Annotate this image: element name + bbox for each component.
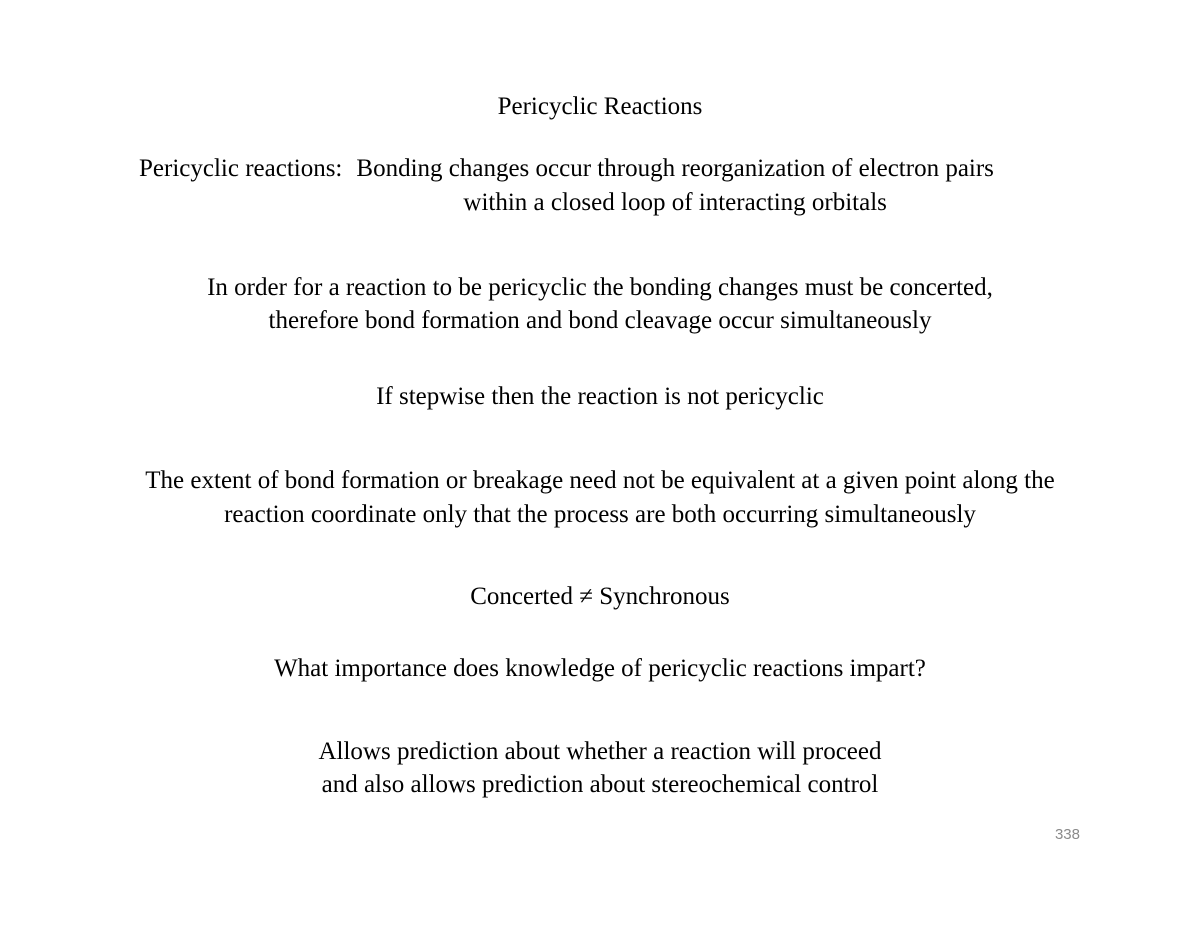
definition-line-2: within a closed loop of interacting orbitals bbox=[463, 189, 887, 216]
importance-question: What importance does knowledge of pericyclic reactions impart? bbox=[274, 655, 926, 682]
stepwise-note: If stepwise then the reaction is not pericyclic bbox=[376, 383, 824, 410]
slide-title: Pericyclic Reactions bbox=[497, 93, 703, 120]
answer-line-1: Allows prediction about whether a reaction will proceed bbox=[318, 738, 882, 765]
definition-label: Pericyclic reactions: bbox=[139, 155, 343, 182]
extent-note-line-1: The extent of bond formation or breakage need not be equivalent at a given point along the bbox=[145, 467, 1055, 494]
extent-note-line-2: reaction coordinate only that the process are both occurring simultaneously bbox=[224, 501, 976, 528]
concerted-vs-synchronous: Concerted ≠ Synchronous bbox=[470, 583, 730, 610]
answer-line-2: and also allows prediction about stereochemical control bbox=[321, 771, 879, 798]
page-number: 338 bbox=[1054, 826, 1080, 843]
definition-body bbox=[356, 152, 994, 220]
definition-block bbox=[139, 152, 994, 220]
concerted-note-line-2: therefore bond formation and bond cleavage occur simultaneously bbox=[268, 307, 932, 334]
concerted-note-line-1: In order for a reaction to be pericyclic the bonding changes must be concerted, bbox=[207, 274, 993, 301]
definition-line-1: Bonding changes occur through reorganization of electron pairs bbox=[356, 155, 994, 182]
